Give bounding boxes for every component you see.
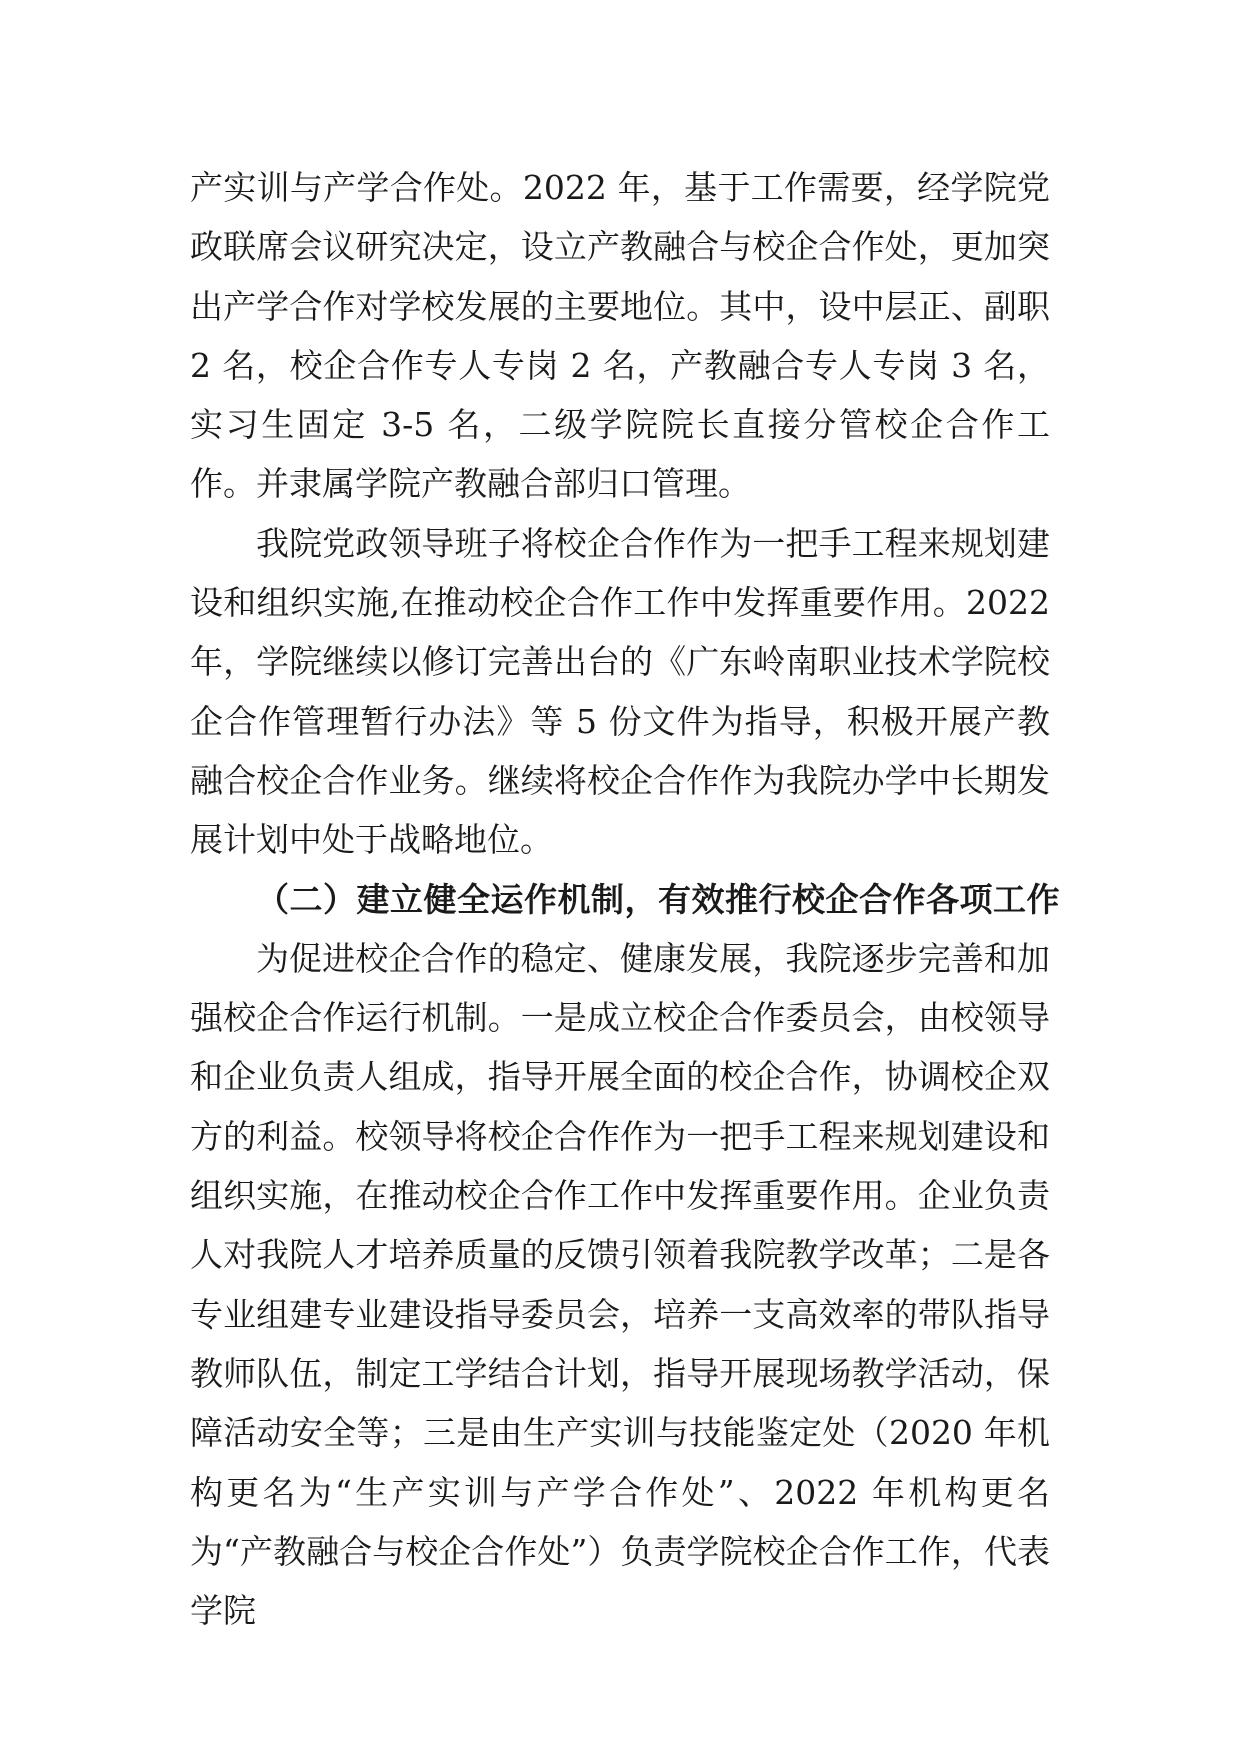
section-heading: （二）建立健全运作机制，有效推行校企合作各项工作: [256, 879, 1060, 919]
paragraph-1: 产实训与产学合作处。2022 年，基于工作需要，经学院党政联席会议研究决定，设立产教融合与校企合作处，更加突出产学合作对学校发展的主要地位。其中，设中层正、副职 2 名，校企合作专人专岗 2 名，产教融合专人专岗 3 名，实习生固定 3-5 名，二级学院院长直接分管校企合作工作。并隶属学院产教融合部归口管理。: [190, 168, 1050, 504]
paragraph-3: 为促进校企合作的稳定、健康发展，我院逐步完善和加强校企合作运行机制。一是成立校企合作委员会，由校领导和企业负责人组成，指导开展全面的校企合作，协调校企双方的利益。校领导将校企合作作为一把手工程来规划建设和组织实施，在推动校企合作工作中发挥重要作用。企业负责人对我院人才培养质量的反馈引领着我院教学改革；二是各专业组建专业建设指导委员会，培养一支高效率的带队指导教师队伍，制定工学结合计划，指导开展现场教学活动，保障活动安全等；三是由生产实训与技能鉴定处（2020 年机构更名为“生产实训与产学合作处”、2022 年机构更名为“产教融合与校企合作处”）负责学院校企合作工作，代表学院: [190, 938, 1050, 1631]
document-body: [190, 158, 1060, 1640]
paragraph-2: 我院党政领导班子将校企合作作为一把手工程来规划建设和组织实施,在推动校企合作工作中发挥重要作用。2022 年，学院继续以修订完善出台的《广东岭南职业技术学院校企合作管理暂行办法》等 5 份文件为指导，积极开展产教融合校企合作业务。继续将校企合作作为我院办学中长期发展计划中处于战略地位。: [190, 523, 1050, 860]
